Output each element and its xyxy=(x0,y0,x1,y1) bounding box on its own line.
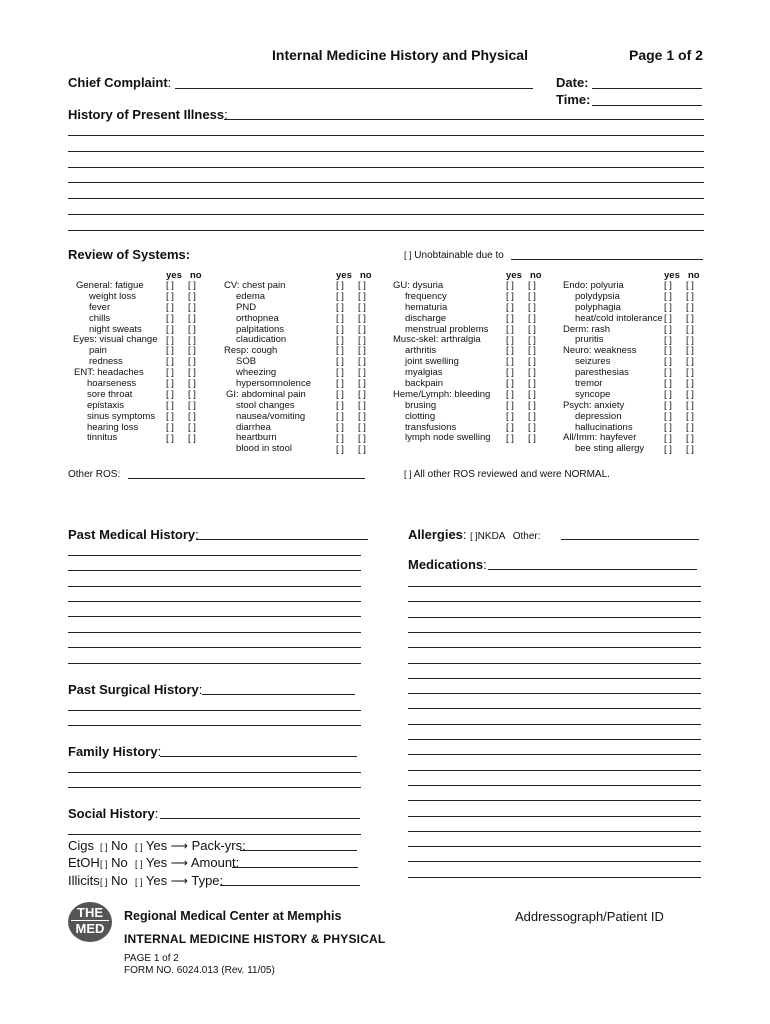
ros-yes-checkbox[interactable]: [ ] xyxy=(664,301,672,313)
ros-yes-checkbox[interactable]: [ ] xyxy=(336,443,344,455)
ros-no-checkbox[interactable]: [ ] xyxy=(358,410,366,422)
medication-line[interactable] xyxy=(408,647,701,648)
medication-line[interactable] xyxy=(408,877,701,878)
ros-no-checkbox[interactable]: [ ] xyxy=(358,432,366,444)
ros-yes-checkbox[interactable]: [ ] xyxy=(664,389,672,400)
ros-item: sore throat xyxy=(87,388,133,400)
ros-item: brusing xyxy=(405,399,437,411)
ros-yes-checkbox[interactable]: [ ] xyxy=(664,410,672,422)
medication-line[interactable] xyxy=(408,663,701,664)
hpi-line[interactable] xyxy=(68,230,704,231)
pmh-line[interactable] xyxy=(68,663,361,664)
ros-no-checkbox[interactable]: [ ] xyxy=(358,301,366,313)
ros-yes-checkbox[interactable]: [ ] xyxy=(166,345,174,357)
ros-item: tremor xyxy=(575,378,603,390)
ros-no-checkbox[interactable]: [ ] xyxy=(686,432,694,444)
medication-line[interactable] xyxy=(408,617,701,618)
medication-line[interactable] xyxy=(408,861,701,862)
page-indicator: Page 1 of 2 xyxy=(629,47,703,63)
ros-yes-checkbox[interactable]: [ ] xyxy=(506,323,514,335)
hpi-label: History of Present Illness: xyxy=(68,107,228,122)
cigs-no-checkbox[interactable]: [ ] xyxy=(100,842,108,852)
ros-yes-checkbox[interactable]: [ ] xyxy=(166,410,174,422)
ros-yes-checkbox[interactable]: [ ] xyxy=(336,301,344,313)
ros-yes-checkbox[interactable]: [ ] xyxy=(664,334,672,346)
ros-no-checkbox[interactable]: [ ] xyxy=(686,378,694,390)
hpi-line[interactable] xyxy=(68,167,704,168)
ros-no-checkbox[interactable]: [ ] xyxy=(528,345,536,357)
ros-yes-checkbox[interactable]: [ ] xyxy=(166,367,174,379)
ros-item: frequency xyxy=(405,290,447,302)
ros-item: myalgias xyxy=(405,367,443,379)
ros-yes-checkbox[interactable]: [ ] xyxy=(664,290,672,302)
ros-no-checkbox[interactable]: [ ] xyxy=(528,378,536,390)
ros-yes-checkbox[interactable]: [ ] xyxy=(506,432,514,444)
psh-line[interactable] xyxy=(68,710,361,711)
ros-no-checkbox[interactable]: [ ] xyxy=(358,312,366,324)
ros-yes-checkbox[interactable]: [ ] xyxy=(336,410,344,422)
the-med-logo xyxy=(68,902,112,942)
arrow-icon: ⟶ xyxy=(170,856,188,870)
ros-no-checkbox[interactable]: [ ] xyxy=(686,345,694,357)
fh-label: Family History: xyxy=(68,744,162,759)
date-label: Date: xyxy=(556,75,589,90)
ros-no-checkbox[interactable]: [ ] xyxy=(686,356,694,368)
medications-label: Medications: xyxy=(408,557,487,572)
ros-yes-checkbox[interactable]: [ ] xyxy=(506,399,514,411)
pmh-line[interactable] xyxy=(68,586,361,587)
ros-item: General: fatigue xyxy=(76,280,144,291)
ros-item: sinus symptoms xyxy=(87,410,156,422)
ros-no-checkbox[interactable]: [ ] xyxy=(188,312,196,324)
ros-no-checkbox[interactable]: [ ] xyxy=(188,421,196,433)
ros-no-checkbox[interactable]: [ ] xyxy=(188,378,196,390)
ros-no-checkbox[interactable]: [ ] xyxy=(188,410,196,422)
ros-no-header-2: no xyxy=(360,270,372,281)
logo-text-bottom: MED xyxy=(75,921,105,936)
ros-yes-checkbox[interactable]: [ ] xyxy=(336,421,344,433)
ros-item: SOB xyxy=(236,356,257,368)
ros-item: backpain xyxy=(405,378,444,390)
ros-item: edema xyxy=(236,290,266,302)
ros-item: arthritis xyxy=(405,345,437,357)
ros-no-checkbox[interactable]: [ ] xyxy=(686,334,694,346)
ros-item: Resp: cough xyxy=(224,345,278,357)
ros-yes-checkbox[interactable]: [ ] xyxy=(166,312,174,324)
unobtainable-reason-field[interactable] xyxy=(511,259,703,260)
ros-item: orthopnea xyxy=(236,312,279,324)
ros-item: hallucinations xyxy=(575,421,633,433)
ros-no-checkbox[interactable]: [ ] xyxy=(528,323,536,335)
ros-item: stool changes xyxy=(236,399,295,411)
etoh-options: [ ] No [ ] Yes ⟶ Amount: xyxy=(100,855,240,870)
ros-no-checkbox[interactable]: [ ] xyxy=(528,432,536,444)
ros-item: redness xyxy=(89,356,123,368)
ros-yes-header-2: yes xyxy=(336,270,352,281)
ros-item: Musc-skel: arthralgia xyxy=(393,334,481,346)
hpi-line[interactable] xyxy=(68,198,704,199)
ros-item: Endo: polyuria xyxy=(563,280,624,291)
logo-text-top: THE xyxy=(77,905,103,920)
ros-yes-checkbox[interactable]: [ ] xyxy=(166,356,174,368)
ros-item: nausea/vomiting xyxy=(236,410,306,422)
illicits-yes-checkbox[interactable]: [ ] xyxy=(135,877,143,887)
ros-no-checkbox[interactable]: [ ] xyxy=(528,421,536,433)
ros-yes-checkbox[interactable]: [ ] xyxy=(664,421,672,433)
form-title: Internal Medicine History and Physical xyxy=(272,47,528,63)
ros-item: Eyes: visual change xyxy=(73,334,158,346)
ros-no-checkbox[interactable]: [ ] xyxy=(188,345,196,357)
medication-line[interactable] xyxy=(408,693,701,694)
sh-label: Social History: xyxy=(68,806,159,821)
ros-item: pain xyxy=(89,345,107,357)
ros-item: hearing loss xyxy=(87,421,139,433)
ros-no-checkbox[interactable]: [ ] xyxy=(188,280,196,291)
ros-yes-checkbox[interactable]: [ ] xyxy=(166,389,174,400)
ros-item: tinnitus xyxy=(87,432,118,444)
ros-item: ENT: headaches xyxy=(74,367,144,379)
pmh-line[interactable] xyxy=(68,570,361,571)
medication-line[interactable] xyxy=(408,770,701,771)
ros-item: night sweats xyxy=(89,323,142,335)
pmh-line[interactable] xyxy=(68,616,361,617)
ros-item: fever xyxy=(89,301,111,313)
psh-field[interactable] xyxy=(202,694,355,695)
ros-no-checkbox[interactable]: [ ] xyxy=(686,443,694,455)
medication-line[interactable] xyxy=(408,846,701,847)
ros-no-checkbox[interactable]: [ ] xyxy=(188,290,196,302)
ros-item: GI: abdominal pain xyxy=(226,388,306,400)
cigs-label: Cigs xyxy=(68,838,95,853)
footer-page: PAGE 1 of 2 xyxy=(124,953,179,964)
ros-no-header-4: no xyxy=(688,270,700,281)
ros-no-checkbox[interactable]: [ ] xyxy=(528,389,536,400)
fh-field[interactable] xyxy=(160,756,357,757)
ros-no-checkbox[interactable]: [ ] xyxy=(686,421,694,433)
ros-yes-checkbox[interactable]: [ ] xyxy=(336,345,344,357)
ros-item: palpitations xyxy=(236,323,285,335)
ros-no-checkbox[interactable]: [ ] xyxy=(358,323,366,335)
cigs-options: [ ] No [ ] Yes ⟶ Pack-yrs: xyxy=(100,838,246,853)
ros-yes-checkbox[interactable]: [ ] xyxy=(506,312,514,324)
ros-yes-checkbox[interactable]: [ ] xyxy=(664,312,672,324)
unobtainable-checkbox[interactable]: [ ] xyxy=(404,250,412,260)
ros-item: lymph node swelling xyxy=(405,432,491,444)
pack-yrs-field[interactable] xyxy=(240,850,357,851)
ros-item: seizures xyxy=(575,356,611,368)
ros-no-checkbox[interactable]: [ ] xyxy=(528,312,536,324)
amount-field[interactable] xyxy=(232,867,358,868)
medication-line[interactable] xyxy=(408,785,701,786)
ros-item: menstrual problems xyxy=(405,323,489,335)
illicits-label: Illicits xyxy=(68,873,100,888)
ros-item: paresthesias xyxy=(575,367,629,379)
ros-no-checkbox[interactable]: [ ] xyxy=(686,399,694,411)
pmh-field[interactable] xyxy=(196,539,368,540)
ros-yes-checkbox[interactable]: [ ] xyxy=(506,367,514,379)
ros-item: Neuro: weakness xyxy=(563,345,637,357)
ros-no-checkbox[interactable]: [ ] xyxy=(188,334,196,346)
ros-item: syncope xyxy=(575,388,611,400)
medication-line[interactable] xyxy=(408,800,701,801)
ros-yes-checkbox[interactable]: [ ] xyxy=(336,356,344,368)
ros-no-checkbox[interactable]: [ ] xyxy=(188,301,196,313)
ros-item: hematuria xyxy=(405,301,448,313)
hpi-field[interactable] xyxy=(224,119,704,120)
ros-yes-checkbox[interactable]: [ ] xyxy=(664,443,672,455)
allergies-label: Allergies: [ ]NKDA Other: xyxy=(408,527,541,542)
ros-item: heartburn xyxy=(236,432,277,444)
ros-yes-checkbox[interactable]: [ ] xyxy=(664,367,672,379)
ros-column-4 xyxy=(563,281,663,455)
ros-item: hypersomnolence xyxy=(236,378,311,390)
ros-no-checkbox[interactable]: [ ] xyxy=(358,334,366,346)
medication-line[interactable] xyxy=(408,816,701,817)
ros-item: polydypsia xyxy=(575,290,620,302)
ros-yes-checkbox[interactable]: [ ] xyxy=(506,410,514,422)
ros-unobtainable: [ ] Unobtainable due to xyxy=(404,250,504,261)
medication-line[interactable] xyxy=(408,754,701,755)
form-number: FORM NO. 6024.013 (Rev. 11/05) xyxy=(124,965,275,976)
type-field[interactable] xyxy=(220,885,360,886)
hpi-line[interactable] xyxy=(68,214,704,215)
ros-no-checkbox[interactable]: [ ] xyxy=(686,389,694,400)
nkda-checkbox[interactable]: [ ] xyxy=(470,531,478,541)
ros-no-checkbox[interactable]: [ ] xyxy=(358,378,366,390)
ros-yes-checkbox[interactable]: [ ] xyxy=(336,399,344,411)
medication-line[interactable] xyxy=(408,678,701,679)
ros-title: Review of Systems: xyxy=(68,247,191,262)
pmh-line[interactable] xyxy=(68,555,361,556)
ros-item: PND xyxy=(236,301,257,313)
ros-item: All/Imm: hayfever xyxy=(563,432,637,444)
ros-item: Derm: rash xyxy=(563,323,610,335)
ros-yes-checkbox[interactable]: [ ] xyxy=(506,356,514,368)
ros-no-checkbox[interactable]: [ ] xyxy=(528,280,536,291)
pmh-line[interactable] xyxy=(68,632,361,633)
ros-yes-checkbox[interactable]: [ ] xyxy=(506,421,514,433)
ros-no-checkbox[interactable]: [ ] xyxy=(188,356,196,368)
ros-yes-header-1: yes xyxy=(166,270,182,281)
ros-item: blood in stool xyxy=(236,443,292,455)
sh-field[interactable] xyxy=(160,818,360,819)
ros-no-checkbox[interactable]: [ ] xyxy=(528,290,536,302)
hpi-line[interactable] xyxy=(68,151,704,152)
ros-item: GU: dysuria xyxy=(393,280,444,291)
ros-item: transfusions xyxy=(405,421,457,433)
pmh-label: Past Medical History: xyxy=(68,527,199,542)
fh-line[interactable] xyxy=(68,772,361,773)
ros-item: CV: chest pain xyxy=(224,280,286,291)
etoh-no-checkbox[interactable]: [ ] xyxy=(100,859,108,869)
ros-yes-checkbox[interactable]: [ ] xyxy=(336,280,344,291)
arrow-icon: ⟶ xyxy=(170,839,188,853)
ros-yes-header-3: yes xyxy=(506,270,522,281)
ros-yes-checkbox[interactable]: [ ] xyxy=(336,432,344,444)
ros-no-checkbox[interactable]: [ ] xyxy=(188,389,196,400)
ros-yes-checkbox[interactable]: [ ] xyxy=(664,378,672,390)
allergies-other-field[interactable] xyxy=(561,539,699,540)
ros-yes-checkbox[interactable]: [ ] xyxy=(506,389,514,400)
ros-no-checkbox[interactable]: [ ] xyxy=(528,410,536,422)
ros-yes-checkbox[interactable]: [ ] xyxy=(336,334,344,346)
ros-no-checkbox[interactable]: [ ] xyxy=(358,421,366,433)
cigs-yes-checkbox[interactable]: [ ] xyxy=(135,842,143,852)
ros-yes-checkbox[interactable]: [ ] xyxy=(664,323,672,335)
ros-item: chills xyxy=(89,312,111,324)
ros-no-checkbox[interactable]: [ ] xyxy=(358,443,366,455)
ros-yes-checkbox[interactable]: [ ] xyxy=(664,345,672,357)
medication-line[interactable] xyxy=(408,724,701,725)
ros-item: claudication xyxy=(236,334,287,346)
ros-column-2 xyxy=(224,281,311,455)
ros-no-checkbox[interactable]: [ ] xyxy=(686,280,694,291)
ros-yes-checkbox[interactable]: [ ] xyxy=(336,323,344,335)
ros-yes-checkbox[interactable]: [ ] xyxy=(664,399,672,411)
ros-yes-checkbox[interactable]: [ ] xyxy=(336,312,344,324)
ros-yes-checkbox[interactable]: [ ] xyxy=(506,290,514,302)
ros-yes-checkbox[interactable]: [ ] xyxy=(166,399,174,411)
sh-line[interactable] xyxy=(68,834,361,835)
medication-line[interactable] xyxy=(408,831,701,832)
illicits-no-checkbox[interactable]: [ ] xyxy=(100,877,108,887)
etoh-label: EtOH xyxy=(68,855,100,870)
ros-yes-checkbox[interactable]: [ ] xyxy=(336,389,344,400)
fh-line[interactable] xyxy=(68,787,361,788)
other-ros-field[interactable] xyxy=(128,478,365,479)
pmh-line[interactable] xyxy=(68,601,361,602)
ros-yes-checkbox[interactable]: [ ] xyxy=(506,345,514,357)
date-field[interactable] xyxy=(592,88,702,89)
etoh-yes-checkbox[interactable]: [ ] xyxy=(135,859,143,869)
ros-yes-checkbox[interactable]: [ ] xyxy=(336,290,344,302)
addressograph-label: Addressograph/Patient ID xyxy=(515,909,664,924)
ros-no-checkbox[interactable]: [ ] xyxy=(686,301,694,313)
ros-no-checkbox[interactable]: [ ] xyxy=(686,367,694,379)
ros-no-checkbox[interactable]: [ ] xyxy=(358,367,366,379)
ros-yes-checkbox[interactable]: [ ] xyxy=(166,378,174,390)
time-field[interactable] xyxy=(592,105,702,106)
ros-yes-checkbox[interactable]: [ ] xyxy=(506,378,514,390)
ros-no-checkbox[interactable]: [ ] xyxy=(528,301,536,313)
ros-no-checkbox[interactable]: [ ] xyxy=(528,334,536,346)
ros-no-checkbox[interactable]: [ ] xyxy=(528,356,536,368)
ros-yes-header-4: yes xyxy=(664,270,680,281)
ros-item: weight loss xyxy=(89,290,136,302)
ros-yes-checkbox[interactable]: [ ] xyxy=(336,378,344,390)
ros-yes-checkbox[interactable]: [ ] xyxy=(166,432,174,444)
ros-item: heat/cold intolerance xyxy=(575,312,663,324)
medication-line[interactable] xyxy=(408,632,701,633)
ros-no-checkbox[interactable]: [ ] xyxy=(358,399,366,411)
chief-complaint-label: Chief Complaint: xyxy=(68,75,172,90)
ros-no-checkbox[interactable]: [ ] xyxy=(358,290,366,302)
ros-yes-checkbox[interactable]: [ ] xyxy=(664,432,672,444)
ros-item: diarrhea xyxy=(236,421,271,433)
ros-item: discharge xyxy=(405,312,447,324)
ros-no-checkbox[interactable]: [ ] xyxy=(188,367,196,379)
ros-column-3 xyxy=(393,281,491,444)
ros-yes-checkbox[interactable]: [ ] xyxy=(166,323,174,335)
ros-no-checkbox[interactable]: [ ] xyxy=(686,290,694,302)
ros-yes-checkbox[interactable]: [ ] xyxy=(336,367,344,379)
ros-yes-checkbox[interactable]: [ ] xyxy=(166,334,174,346)
ros-no-checkbox[interactable]: [ ] xyxy=(188,432,196,444)
ros-no-checkbox[interactable]: [ ] xyxy=(686,312,694,324)
ros-item: clotting xyxy=(405,410,436,422)
ros-no-checkbox[interactable]: [ ] xyxy=(358,280,366,291)
ros-item: joint swelling xyxy=(405,356,459,368)
medication-line[interactable] xyxy=(408,586,701,587)
ros-item: wheezing xyxy=(236,367,277,379)
ros-no-checkbox[interactable]: [ ] xyxy=(188,323,196,335)
psh-line[interactable] xyxy=(68,725,361,726)
chief-complaint-field[interactable] xyxy=(175,88,533,89)
ros-yes-checkbox[interactable]: [ ] xyxy=(506,280,514,291)
hpi-line[interactable] xyxy=(68,182,704,183)
ros-item: Heme/Lymph: bleeding xyxy=(393,388,491,400)
ros-yes-checkbox[interactable]: [ ] xyxy=(664,280,672,291)
ros-column-1 xyxy=(73,280,158,444)
ros-yes-checkbox[interactable]: [ ] xyxy=(506,334,514,346)
ros-no-header-3: no xyxy=(530,270,542,281)
ros-no-header-1: no xyxy=(190,270,202,281)
medication-line[interactable] xyxy=(408,739,701,740)
ros-no-checkbox[interactable]: [ ] xyxy=(528,399,536,411)
pmh-line[interactable] xyxy=(68,647,361,648)
ros-yes-checkbox[interactable]: [ ] xyxy=(166,301,174,313)
footer-form-title: INTERNAL MEDICINE HISTORY & PHYSICAL xyxy=(124,932,386,946)
ros-item: pruritis xyxy=(575,334,604,346)
org-name: Regional Medical Center at Memphis xyxy=(124,909,342,923)
ros-no-checkbox[interactable]: [ ] xyxy=(188,399,196,411)
medications-field[interactable] xyxy=(488,569,697,570)
ros-item: Psych: anxiety xyxy=(563,399,625,411)
ros-no-checkbox[interactable]: [ ] xyxy=(686,410,694,422)
illicits-options: [ ] No [ ] Yes ⟶ Type: xyxy=(100,873,224,888)
hpi-line[interactable] xyxy=(68,135,704,136)
ros-yes-checkbox[interactable]: [ ] xyxy=(664,356,672,368)
ros-item: bee sting allergy xyxy=(575,443,645,455)
ros-yes-checkbox[interactable]: [ ] xyxy=(506,301,514,313)
ros-no-checkbox[interactable]: [ ] xyxy=(358,356,366,368)
medication-line[interactable] xyxy=(408,601,701,602)
arrow-icon: ⟶ xyxy=(170,874,188,888)
ros-no-checkbox[interactable]: [ ] xyxy=(358,389,366,400)
time-label: Time: xyxy=(556,92,591,107)
ros-yes-checkbox[interactable]: [ ] xyxy=(166,290,174,302)
ros-item: depression xyxy=(575,410,622,422)
ros-no-checkbox[interactable]: [ ] xyxy=(686,323,694,335)
all-ros-normal: [ ] All other ROS reviewed and were NORMAL. xyxy=(404,469,610,480)
ros-yes-checkbox[interactable]: [ ] xyxy=(166,421,174,433)
other-ros-label: Other ROS: xyxy=(68,469,121,480)
psh-label: Past Surgical History: xyxy=(68,682,203,697)
ros-item: epistaxis xyxy=(87,399,124,411)
ros-item: hoarseness xyxy=(87,378,137,390)
ros-item: polyphagia xyxy=(575,301,621,313)
ros-no-checkbox[interactable]: [ ] xyxy=(358,345,366,357)
ros-no-checkbox[interactable]: [ ] xyxy=(528,367,536,379)
medication-line[interactable] xyxy=(408,708,701,709)
all-ros-normal-checkbox[interactable]: [ ] xyxy=(404,469,412,479)
ros-yes-checkbox[interactable]: [ ] xyxy=(166,280,174,291)
